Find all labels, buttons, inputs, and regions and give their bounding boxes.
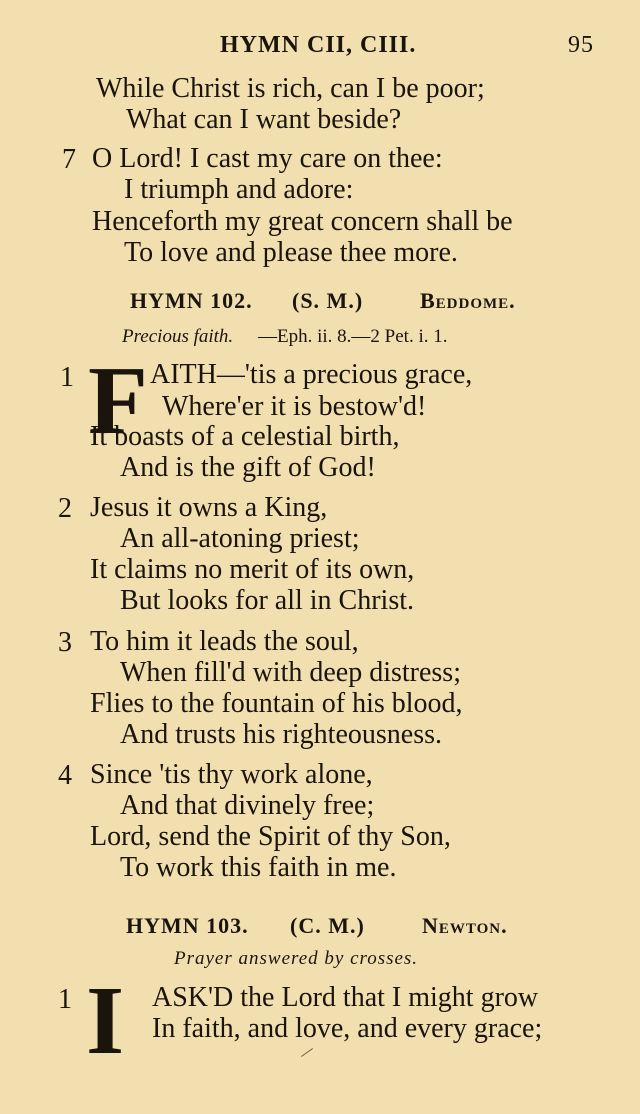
stanza-line: Jesus it owns a King, — [90, 492, 328, 523]
stanza-line: To work this faith in me. — [120, 852, 397, 883]
stanza-line: Henceforth my great concern shall be — [92, 206, 513, 237]
stanza-line: Flies to the fountain of his blood, — [90, 688, 463, 719]
stanza-number: 1 — [60, 362, 74, 393]
hymn-cii-line: While Christ is rich, can I be poor; — [96, 73, 485, 104]
stanza-line: To him it leads the soul, — [90, 626, 359, 657]
stanza-line: To love and please thee more. — [124, 237, 458, 268]
running-header-title: HYMN CII, CIII. — [220, 32, 417, 58]
hymn-102-title: HYMN 102. — [130, 288, 253, 313]
hymn-102-subject: Precious faith. — [122, 326, 234, 347]
stanza-line: Lord, send the Spirit of thy Son, — [90, 821, 451, 852]
stanza-number: 1 — [58, 984, 72, 1015]
stanza-line: And is the gift of God! — [120, 452, 376, 483]
stanza-line: ASK'D the Lord that I might grow — [152, 982, 539, 1013]
drop-cap: I — [86, 967, 125, 1075]
stanza-line: An all-atoning priest; — [120, 523, 360, 554]
stanza-line: In faith, and love, and every grace; — [152, 1013, 543, 1044]
stanza-number: 2 — [58, 493, 72, 524]
hymn-102-meter: (S. M.) — [292, 288, 364, 313]
stanza-line: O Lord! I cast my care on thee: — [92, 143, 443, 174]
hymn-103-meter: (C. M.) — [290, 913, 365, 938]
ink-mark — [301, 1048, 313, 1057]
stanza-line: When fill'd with deep distress; — [120, 657, 461, 688]
hymn-102-author: Beddome. — [420, 288, 516, 313]
stanza-line: And that divinely free; — [120, 790, 375, 821]
stanza-line: I triumph and adore: — [124, 174, 354, 205]
stanza-line: But looks for all in Christ. — [120, 585, 414, 616]
hymn-103-title: HYMN 103. — [126, 913, 249, 938]
page-number: 95 — [568, 32, 594, 58]
stanza-line: Since 'tis thy work alone, — [90, 759, 373, 790]
stanza-line: And trusts his righteousness. — [120, 719, 442, 750]
drop-cap: F — [88, 347, 148, 455]
hymn-cii-line: What can I want beside? — [126, 104, 402, 135]
stanza-number: 4 — [58, 760, 72, 791]
stanza-number: 3 — [58, 627, 72, 658]
stanza-line: It claims no merit of its own, — [90, 554, 415, 585]
hymn-103-subject: Prayer answered by crosses. — [174, 948, 419, 969]
stanza-line: It boasts of a celestial birth, — [90, 421, 400, 452]
stanza-line: Where'er it is bestow'd! — [162, 391, 427, 422]
stanza-number: 7 — [62, 144, 76, 175]
stanza-line: AITH—'tis a precious grace, — [150, 359, 473, 390]
hymn-103-author: Newton. — [422, 913, 508, 938]
hymn-102-reference: —Eph. ii. 8.—2 Pet. i. 1. — [258, 326, 448, 347]
